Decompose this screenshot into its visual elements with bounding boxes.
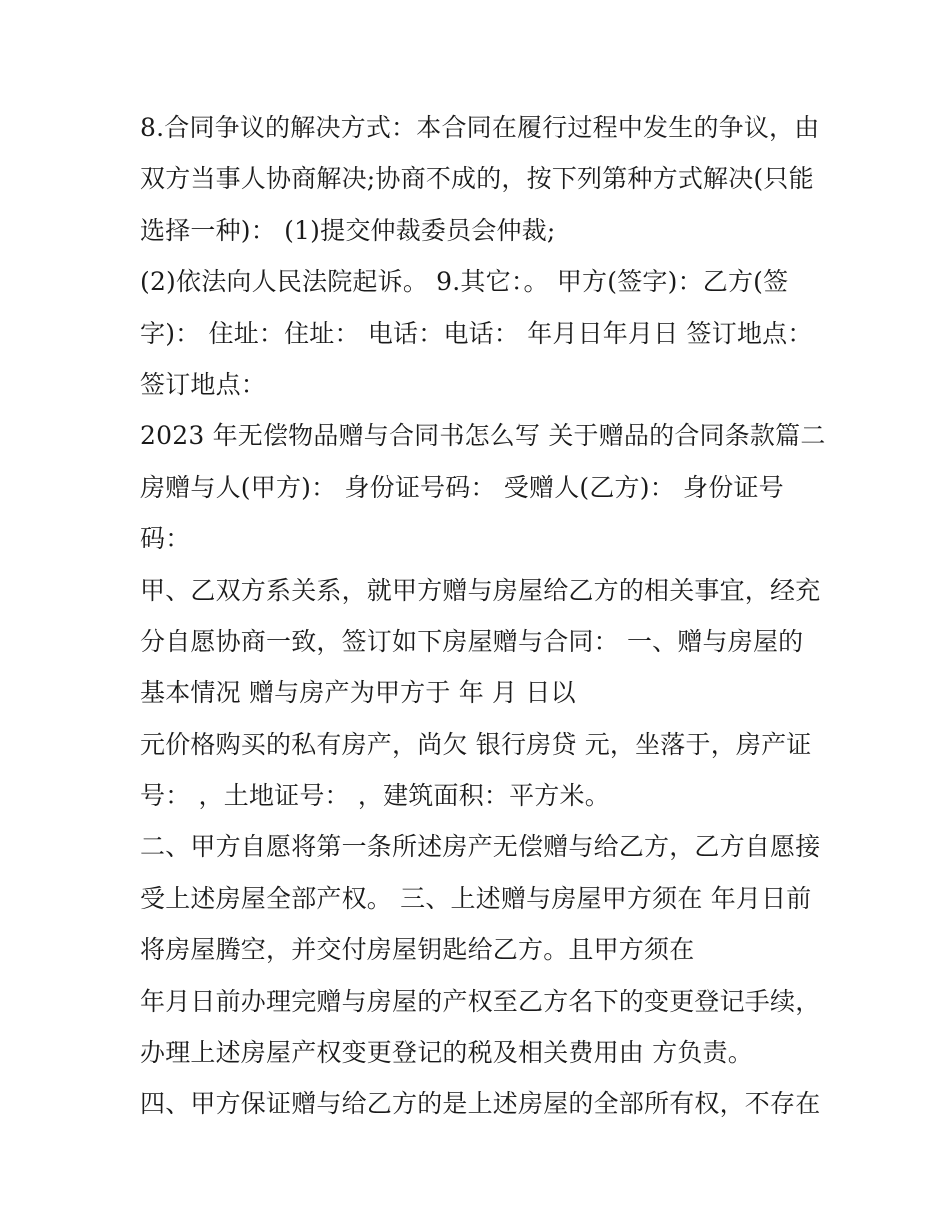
- text-line: 办理上述房屋产权变更登记的税及相关费用由 方负责。: [140, 1038, 753, 1068]
- text-line: 码：: [140, 524, 191, 554]
- text-line: 受上述房屋全部产权。 三、上述赠与房屋甲方须在 年月日前: [140, 883, 812, 913]
- text-line: 四、甲方保证赠与给乙方的是上述房屋的全部所有权，不存在: [140, 1089, 821, 1119]
- document-body: [140, 102, 826, 1130]
- text-line: 将房屋腾空，并交付房屋钥匙给乙方。且甲方须在: [140, 935, 695, 965]
- text-line: 甲、乙双方系关系，就甲方赠与房屋给乙方的相关事宜，经充: [140, 575, 821, 605]
- text-line: 二、甲方自愿将第一条所述房产无偿赠与给乙方，乙方自愿接: [140, 832, 821, 862]
- text-line: 基本情况 赠与房产为甲方于 年 月 日以: [140, 678, 576, 708]
- text-line: 签订地点：: [140, 369, 267, 399]
- text-line: (2)依法向人民法院起诉。 9.其它：。 甲方(签字)：乙方(签: [140, 267, 789, 297]
- text-line: 双方当事人协商解决;协商不成的，按下列第种方式解决(只能: [140, 164, 814, 194]
- text-line: 字)： 住址：住址： 电话：电话： 年月日年月日 签订地点：: [140, 318, 813, 348]
- section-heading-line: 2023 年无偿物品赠与合同书怎么写 关于赠品的合同条款篇二: [140, 421, 826, 451]
- text-line: 房赠与人(甲方)： 身份证号码： 受赠人(乙方)： 身份证号: [140, 472, 784, 502]
- text-line: 年月日前办理完赠与房屋的产权至乙方名下的变更登记手续，: [140, 986, 821, 1016]
- text-line: 8.合同争议的解决方式：本合同在履行过程中发生的争议，由: [140, 113, 820, 142]
- text-line: 号： ，土地证号： ，建筑面积：平方米。: [140, 781, 610, 811]
- text-line: 元价格购买的私有房产，尚欠 银行房贷 元，坐落于，房产证: [140, 729, 812, 759]
- text-line: 分自愿协商一致，签订如下房屋赠与合同： 一、赠与房屋的: [140, 626, 804, 656]
- text-line: 选择一种)： (1)提交仲裁委员会仲裁;: [140, 215, 556, 245]
